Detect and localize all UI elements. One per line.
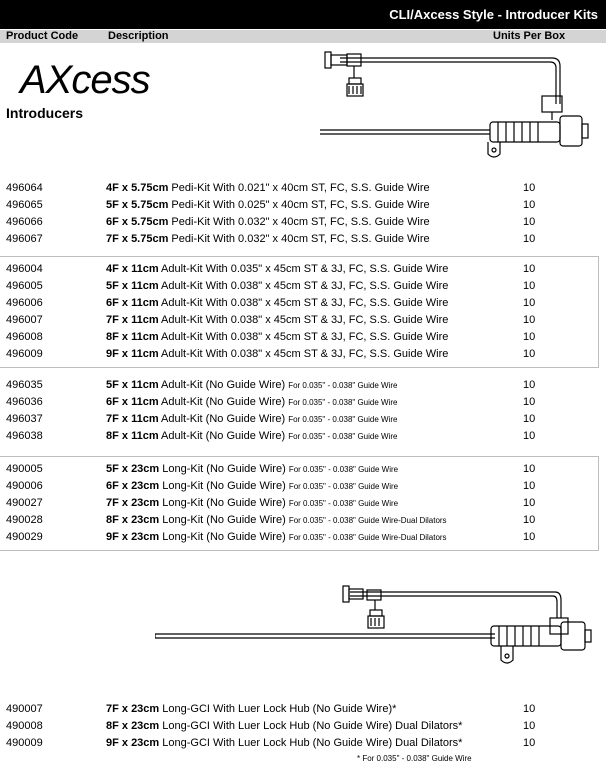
product-row — [0, 529, 598, 546]
product-desc-text: Adult-Kit (No Guide Wire) — [158, 379, 289, 391]
product-code: 496037 — [6, 413, 43, 425]
product-row — [0, 701, 598, 718]
units-per-box: 10 — [523, 430, 536, 442]
units-per-box: 10 — [523, 497, 536, 509]
product-code: 496009 — [6, 348, 43, 360]
product-description — [106, 280, 448, 292]
product-code: 496066 — [6, 216, 43, 228]
product-code: 496004 — [6, 263, 43, 275]
units-per-box: 10 — [523, 233, 536, 245]
product-desc-text: Adult-Kit With 0.038" x 45cm ST & 3J, FC, S.S. Guide Wire — [158, 297, 449, 309]
product-code: 496065 — [6, 199, 43, 211]
units-per-box: 10 — [523, 280, 536, 292]
units-per-box: 10 — [523, 297, 536, 309]
product-row — [0, 377, 598, 394]
product-description — [106, 314, 448, 326]
units-per-box: 10 — [523, 182, 536, 194]
product-code: 490029 — [6, 531, 43, 543]
title-bar — [0, 0, 606, 29]
units-per-box: 10 — [523, 480, 536, 492]
units-per-box: 10 — [523, 348, 536, 360]
product-description — [106, 737, 462, 749]
product-description — [106, 430, 397, 442]
product-desc-text: Adult-Kit With 0.038" x 45cm ST & 3J, FC, S.S. Guide Wire — [158, 280, 449, 292]
product-size: 7F x 11cm — [106, 413, 159, 425]
product-code: 490007 — [6, 703, 43, 715]
product-size: 5F x 23cm — [106, 463, 160, 475]
introducer-illustration-top — [320, 44, 590, 164]
product-desc-text: Long-GCI With Luer Lock Hub (No Guide Wire)* — [159, 703, 397, 715]
product-row — [0, 329, 598, 346]
product-row — [0, 735, 598, 752]
product-code: 490028 — [6, 514, 43, 526]
product-description — [106, 531, 447, 543]
product-row — [0, 180, 598, 197]
product-desc-text: Pedi-Kit With 0.032" x 40cm ST, FC, S.S. Guide Wire — [168, 233, 430, 245]
footnote: * For 0.035" - 0.038" Guide Wire — [357, 754, 472, 763]
product-size: 7F x 23cm — [106, 497, 160, 509]
product-desc-text: Adult-Kit (No Guide Wire) — [158, 430, 289, 442]
product-code: 496035 — [6, 379, 43, 391]
product-code: 496038 — [6, 430, 43, 442]
product-row — [0, 346, 598, 363]
product-group — [0, 373, 598, 449]
units-per-box: 10 — [523, 413, 536, 425]
page-title: CLI/Axcess Style - Introducer Kits — [389, 7, 598, 22]
column-header-bar — [0, 30, 606, 43]
product-size: 8F x 23cm — [106, 720, 160, 732]
product-size: 9F x 11cm — [106, 348, 159, 360]
product-group — [0, 456, 599, 551]
product-group — [0, 176, 598, 252]
product-desc-text: Adult-Kit With 0.038" x 45cm ST & 3J, FC, S.S. Guide Wire — [158, 331, 449, 343]
product-size: 8F x 11cm — [106, 430, 159, 442]
product-group — [0, 256, 599, 368]
product-description — [106, 396, 397, 408]
product-size: 8F x 11cm — [106, 331, 159, 343]
product-description — [106, 413, 397, 425]
product-size: 6F x 23cm — [106, 480, 160, 492]
units-per-box: 10 — [523, 379, 536, 391]
product-code: 490006 — [6, 480, 43, 492]
product-code: 496064 — [6, 182, 43, 194]
product-size: 5F x 11cm — [106, 379, 159, 391]
product-size: 5F x 11cm — [106, 280, 159, 292]
product-desc-text: Pedi-Kit With 0.025" x 40cm ST, FC, S.S. Guide Wire — [168, 199, 430, 211]
product-row — [0, 312, 598, 329]
introducer-illustration-bottom — [155, 578, 595, 678]
product-code: 490005 — [6, 463, 43, 475]
product-code: 496006 — [6, 297, 43, 309]
product-description — [106, 199, 430, 211]
product-size: 7F x 23cm — [106, 703, 160, 715]
product-size: 6F x 11cm — [106, 297, 159, 309]
units-per-box: 10 — [523, 463, 536, 475]
product-description — [106, 514, 447, 526]
axcess-logo: AXcess — [20, 58, 150, 102]
product-size: 7F x 11cm — [106, 314, 159, 326]
product-row — [0, 261, 598, 278]
product-row — [0, 278, 598, 295]
product-size: 4F x 11cm — [106, 263, 159, 275]
product-row — [0, 295, 598, 312]
product-desc-text: Long-Kit (No Guide Wire) — [159, 497, 289, 509]
product-description — [106, 263, 448, 275]
product-code: 496036 — [6, 396, 43, 408]
product-note: For 0.035" - 0.038" Guide Wire — [288, 415, 398, 424]
product-code: 496005 — [6, 280, 43, 292]
product-note: For 0.035" - 0.038" Guide Wire — [288, 499, 399, 508]
units-per-box: 10 — [523, 199, 536, 211]
product-code: 496067 — [6, 233, 43, 245]
product-note: For 0.035" - 0.038" Guide Wire — [288, 432, 398, 441]
product-note: For 0.035" - 0.038" Guide Wire — [288, 465, 399, 474]
units-per-box: 10 — [523, 263, 536, 275]
product-description — [106, 463, 398, 475]
product-row — [0, 214, 598, 231]
product-code: 496008 — [6, 331, 43, 343]
product-row — [0, 495, 598, 512]
product-description — [106, 182, 430, 194]
product-desc-text: Long-Kit (No Guide Wire) — [159, 514, 289, 526]
product-description — [106, 331, 448, 343]
product-note: For 0.035" - 0.038" Guide Wire-Dual Dilators — [288, 516, 447, 525]
product-size: 7F x 5.75cm — [106, 233, 169, 245]
product-desc-text: Long-Kit (No Guide Wire) — [159, 531, 289, 543]
product-desc-text: Adult-Kit (No Guide Wire) — [158, 396, 289, 408]
units-per-box: 10 — [523, 531, 536, 543]
units-per-box: 10 — [523, 514, 536, 526]
product-row — [0, 231, 598, 248]
product-desc-text: Pedi-Kit With 0.021" x 40cm ST, FC, S.S. Guide Wire — [168, 182, 430, 194]
product-desc-text: Pedi-Kit With 0.032" x 40cm ST, FC, S.S. Guide Wire — [168, 216, 430, 228]
product-note: For 0.035" - 0.038" Guide Wire — [288, 482, 399, 491]
product-row — [0, 512, 598, 529]
product-description — [106, 216, 430, 228]
product-description — [106, 348, 448, 360]
product-size: 4F x 5.75cm — [106, 182, 169, 194]
units-per-box: 10 — [523, 331, 536, 343]
product-code: 490009 — [6, 737, 43, 749]
product-note: For 0.035" - 0.038" Guide Wire — [288, 381, 398, 390]
product-row — [0, 461, 598, 478]
product-row — [0, 411, 598, 428]
product-desc-text: Adult-Kit With 0.035" x 45cm ST & 3J, FC, S.S. Guide Wire — [158, 263, 449, 275]
product-description — [106, 379, 397, 391]
product-desc-text: Long-GCI With Luer Lock Hub (No Guide Wire) Dual Dilators* — [159, 720, 463, 732]
column-description: Description — [108, 30, 169, 42]
product-description — [106, 480, 398, 492]
units-per-box: 10 — [523, 216, 536, 228]
product-description — [106, 497, 398, 509]
product-size: 9F x 23cm — [106, 737, 160, 749]
product-size: 6F x 11cm — [106, 396, 159, 408]
product-code: 496007 — [6, 314, 43, 326]
product-code: 490027 — [6, 497, 43, 509]
product-row — [0, 394, 598, 411]
product-desc-text: Adult-Kit With 0.038" x 45cm ST & 3J, FC, S.S. Guide Wire — [158, 348, 449, 360]
product-code: 490008 — [6, 720, 43, 732]
product-description — [106, 233, 430, 245]
units-per-box: 10 — [523, 396, 536, 408]
product-row — [0, 478, 598, 495]
units-per-box: 10 — [523, 314, 536, 326]
product-desc-text: Adult-Kit (No Guide Wire) — [158, 413, 289, 425]
column-product-code: Product Code — [6, 30, 79, 42]
column-units: Units Per Box — [493, 30, 566, 42]
product-desc-text: Long-GCI With Luer Lock Hub (No Guide Wire) Dual Dilators* — [159, 737, 463, 749]
product-desc-text: Long-Kit (No Guide Wire) — [159, 463, 289, 475]
product-group — [0, 697, 598, 756]
product-row — [0, 718, 598, 735]
product-row — [0, 197, 598, 214]
product-description — [106, 703, 396, 715]
product-row — [0, 428, 598, 445]
units-per-box: 10 — [523, 703, 536, 715]
logo-subtitle: Introducers — [6, 105, 84, 121]
product-description — [106, 720, 462, 732]
product-size: 9F x 23cm — [106, 531, 160, 543]
product-size: 5F x 5.75cm — [106, 199, 169, 211]
product-desc-text: Long-Kit (No Guide Wire) — [159, 480, 289, 492]
units-per-box: 10 — [523, 720, 536, 732]
product-note: For 0.035" - 0.038" Guide Wire-Dual Dilators — [288, 533, 447, 542]
product-note: For 0.035" - 0.038" Guide Wire — [288, 398, 398, 407]
product-description — [106, 297, 448, 309]
product-size: 8F x 23cm — [106, 514, 160, 526]
product-size: 6F x 5.75cm — [106, 216, 169, 228]
product-desc-text: Adult-Kit With 0.038" x 45cm ST & 3J, FC, S.S. Guide Wire — [158, 314, 449, 326]
units-per-box: 10 — [523, 737, 536, 749]
